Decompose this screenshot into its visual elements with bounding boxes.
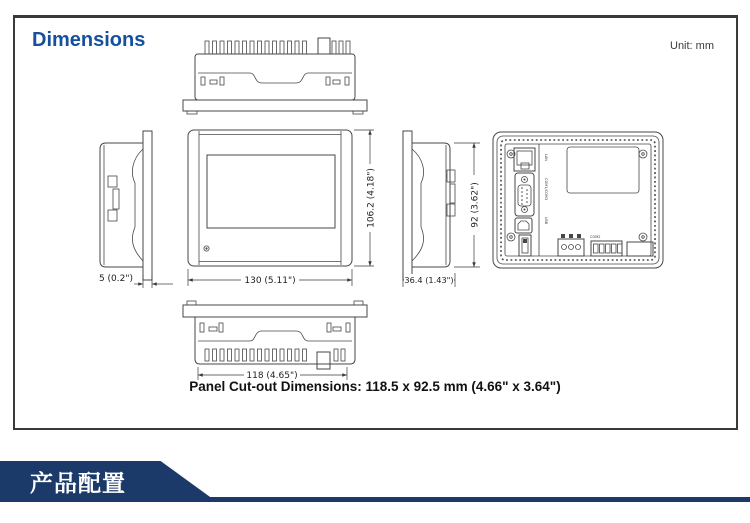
bezel-thickness-dimension [99, 274, 173, 288]
left-mount-clips [108, 176, 119, 221]
bottom-flange-tab-left [187, 301, 196, 305]
section-banner-label: 产品配置 [30, 470, 126, 496]
usb-port-label: USB [544, 217, 548, 225]
right-bezel-edge [403, 131, 412, 280]
depth-dimension [403, 273, 455, 287]
ethernet-port [514, 148, 535, 171]
front-height-label: 106.2 (4.18") [366, 168, 377, 228]
usb-a-port [519, 235, 531, 256]
top-view-drawing [180, 35, 370, 115]
serial-port [515, 173, 534, 216]
unit-label: Unit: mm [670, 40, 714, 52]
com2-terminal [591, 241, 622, 256]
front-height-dimension [354, 130, 377, 266]
body-height-dimension [454, 143, 481, 267]
front-bezel-outline [188, 130, 352, 266]
label-area [567, 147, 639, 193]
usb-b-port [515, 218, 532, 233]
left-side-view-drawing [88, 125, 178, 290]
bottom-connector-block [317, 352, 330, 369]
front-view-drawing [180, 126, 380, 294]
left-bezel-edge [143, 131, 152, 280]
rear-view-drawing [488, 126, 673, 276]
right-body-outline [412, 143, 450, 267]
lan-port-label: LAN [544, 154, 548, 162]
depth-label: 36.4 (1.43") [404, 275, 454, 285]
right-profile-contour [412, 149, 424, 261]
bezel-thickness-label: 5 (0.2") [98, 274, 133, 284]
bottom-front-flange [183, 305, 367, 317]
vent-slots-top [205, 41, 350, 54]
right-mount-clips [447, 170, 455, 216]
com2-terminal-label: COM2 [590, 235, 601, 239]
bottom-view-drawing [180, 297, 370, 385]
page-title: Dimensions [32, 29, 146, 51]
vent-slots-bottom [205, 349, 345, 361]
cutout-note: Panel Cut-out Dimensions: 118.5 x 92.5 mm (4.66" x 3.64") [189, 379, 561, 394]
bottom-recess-contour [198, 331, 352, 341]
top-connector-block [318, 38, 330, 54]
top-recess-contour [198, 73, 352, 83]
touch-screen [207, 155, 335, 228]
led-indicator [204, 246, 209, 251]
body-height-label: 92 (3.62") [470, 182, 481, 228]
front-width-dimension [188, 269, 352, 286]
top-body-outline [195, 54, 355, 100]
right-side-view-drawing [398, 125, 486, 290]
expansion-slot [627, 242, 653, 256]
mounting-screws [507, 150, 647, 241]
top-front-flange [183, 100, 367, 111]
bottom-flange-tab-right [354, 301, 363, 305]
left-profile-contour [132, 149, 143, 261]
power-terminal [558, 234, 584, 256]
bottom-width-label: 118 (4.65") [246, 371, 298, 381]
left-body-outline [100, 143, 143, 267]
top-mount-clips [201, 77, 349, 85]
front-width-label: 130 (5.11") [244, 276, 296, 286]
com-port-label: COM1/COM3 [544, 178, 548, 201]
